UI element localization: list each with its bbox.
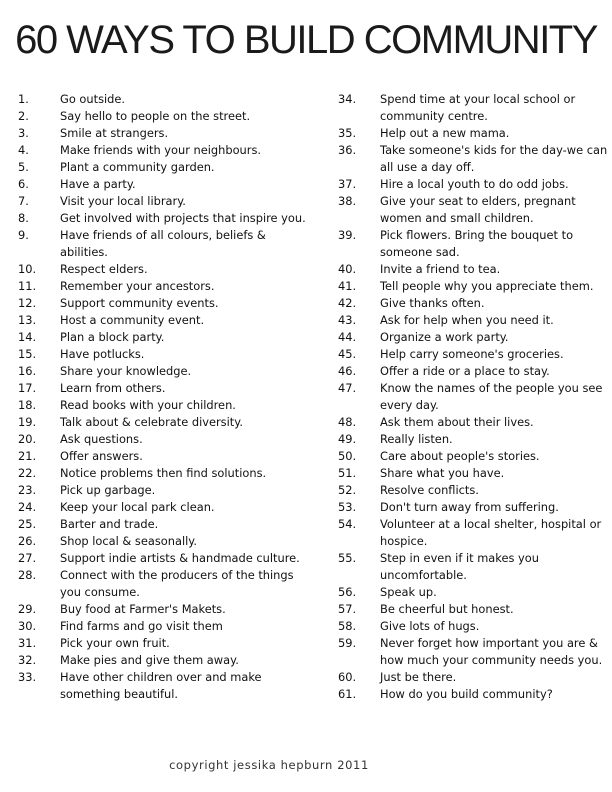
item-text: Plan a block party. <box>60 330 165 344</box>
list-item <box>18 125 308 142</box>
item-number: 19. <box>18 415 37 429</box>
list-item <box>338 499 608 516</box>
list-item <box>18 278 308 295</box>
list-item <box>338 414 608 431</box>
list-item <box>338 176 608 193</box>
item-text: Support community events. <box>60 296 219 310</box>
list-item <box>18 601 308 618</box>
item-number: 8. <box>18 211 29 225</box>
list-item <box>338 295 608 312</box>
item-number: 34. <box>338 92 357 106</box>
item-number: 26. <box>18 534 37 548</box>
item-number: 60. <box>338 670 357 684</box>
list-item <box>18 669 308 703</box>
list-item <box>18 431 308 448</box>
item-text: Have potlucks. <box>60 347 145 361</box>
list-item <box>338 669 608 686</box>
item-number: 3. <box>18 126 29 140</box>
list-item <box>338 380 608 414</box>
item-text: Share your knowledge. <box>60 364 192 378</box>
list-item <box>18 414 308 431</box>
list-item <box>18 550 308 567</box>
item-text: Just be there. <box>380 670 457 684</box>
item-number: 13. <box>18 313 37 327</box>
list-item <box>338 261 608 278</box>
list-item <box>338 312 608 329</box>
list-item <box>18 397 308 414</box>
item-number: 16. <box>18 364 37 378</box>
item-number: 7. <box>18 194 29 208</box>
list-item <box>338 193 608 227</box>
list-item <box>338 91 608 125</box>
item-number: 2. <box>18 109 29 123</box>
list-item <box>338 227 608 261</box>
item-text: Pick up garbage. <box>60 483 156 497</box>
item-number: 37. <box>338 177 357 191</box>
item-text: Make friends with your neighbours. <box>60 143 262 157</box>
item-text: Support indie artists & handmade culture. <box>60 551 300 565</box>
item-number: 31. <box>18 636 37 650</box>
list-item <box>18 193 308 210</box>
item-number: 28. <box>18 568 37 582</box>
item-number: 42. <box>338 296 357 310</box>
item-number: 23. <box>18 483 37 497</box>
list-item <box>18 465 308 482</box>
item-text: Offer a ride or a place to stay. <box>380 364 550 378</box>
list-item <box>18 380 308 397</box>
item-text: Say hello to people on the street. <box>60 109 251 123</box>
item-number: 46. <box>338 364 357 378</box>
item-number: 38. <box>338 194 357 208</box>
item-text: Smile at strangers. <box>60 126 169 140</box>
item-text: Host a community event. <box>60 313 205 327</box>
item-number: 25. <box>18 517 37 531</box>
list-item <box>338 601 608 618</box>
item-number: 1. <box>18 92 29 106</box>
item-text: Invite a friend to tea. <box>380 262 501 276</box>
item-number: 9. <box>18 228 29 242</box>
item-number: 47. <box>338 381 357 395</box>
item-text: Know the names of the people you see every day. <box>380 381 603 412</box>
item-text: Be cheerful but honest. <box>380 602 514 616</box>
item-number: 59. <box>338 636 357 650</box>
item-text: Remember your ancestors. <box>60 279 215 293</box>
item-text: Resolve conflicts. <box>380 483 479 497</box>
list-item <box>338 363 608 380</box>
item-text: Ask questions. <box>60 432 143 446</box>
item-number: 4. <box>18 143 29 157</box>
item-number: 17. <box>18 381 37 395</box>
item-text: Share what you have. <box>380 466 505 480</box>
list-item <box>18 108 308 125</box>
item-text: Connect with the producers of the things you consume. <box>60 568 294 599</box>
list-item <box>338 431 608 448</box>
item-text: Talk about & celebrate diversity. <box>60 415 243 429</box>
item-number: 5. <box>18 160 29 174</box>
item-number: 14. <box>18 330 37 344</box>
item-number: 54. <box>338 517 357 531</box>
list-item <box>338 142 608 176</box>
list-item <box>18 363 308 380</box>
item-text: Give your seat to elders, pregnant women and small children. <box>380 194 576 225</box>
item-text: Take someone's kids for the day-we can all use a day off. <box>380 143 608 174</box>
list-item <box>18 499 308 516</box>
item-number: 21. <box>18 449 37 463</box>
item-text: Hire a local youth to do odd jobs. <box>380 177 569 191</box>
item-number: 53. <box>338 500 357 514</box>
list-item <box>18 261 308 278</box>
list-item <box>18 142 308 159</box>
list-item <box>338 635 608 669</box>
item-text: Ask for help when you need it. <box>380 313 554 327</box>
item-text: Organize a work party. <box>380 330 509 344</box>
item-number: 56. <box>338 585 357 599</box>
item-number: 22. <box>18 466 37 480</box>
item-text: Care about people's stories. <box>380 449 540 463</box>
item-text: Keep your local park clean. <box>60 500 215 514</box>
item-number: 48. <box>338 415 357 429</box>
list-item <box>338 550 608 584</box>
item-number: 15. <box>18 347 37 361</box>
item-number: 50. <box>338 449 357 463</box>
item-number: 11. <box>18 279 37 293</box>
item-number: 6. <box>18 177 29 191</box>
item-text: Give lots of hugs. <box>380 619 480 633</box>
item-number: 24. <box>18 500 37 514</box>
item-number: 36. <box>338 143 357 157</box>
list-item <box>338 125 608 142</box>
item-text: Don't turn away from suffering. <box>380 500 559 514</box>
item-text: Have a party. <box>60 177 136 191</box>
item-text: Read books with your children. <box>60 398 236 412</box>
item-text: Buy food at Farmer's Makets. <box>60 602 226 616</box>
list-item <box>18 346 308 363</box>
list-item <box>18 227 308 261</box>
list-item <box>18 652 308 669</box>
item-number: 40. <box>338 262 357 276</box>
list-item <box>338 584 608 601</box>
item-number: 51. <box>338 466 357 480</box>
item-text: Never forget how important you are & how much your community needs you. <box>380 636 603 667</box>
list-item <box>338 346 608 363</box>
page-title: 60 WAYS TO BUILD COMMUNITY <box>15 18 597 62</box>
item-number: 52. <box>338 483 357 497</box>
list-item <box>338 482 608 499</box>
list-item <box>18 448 308 465</box>
item-text: Learn from others. <box>60 381 166 395</box>
item-text: Really listen. <box>380 432 453 446</box>
list-item <box>18 91 308 108</box>
item-text: Visit your local library. <box>60 194 186 208</box>
item-number: 10. <box>18 262 37 276</box>
list-item <box>18 210 308 227</box>
item-text: Make pies and give them away. <box>60 653 239 667</box>
item-text: Help carry someone's groceries. <box>380 347 564 361</box>
item-number: 49. <box>338 432 357 446</box>
item-text: Get involved with projects that inspire you. <box>60 211 306 225</box>
list-item <box>18 567 308 601</box>
item-number: 55. <box>338 551 357 565</box>
list-item <box>18 482 308 499</box>
item-number: 35. <box>338 126 357 140</box>
item-text: Respect elders. <box>60 262 148 276</box>
list-item <box>338 278 608 295</box>
list-item <box>18 635 308 652</box>
item-number: 43. <box>338 313 357 327</box>
item-text: Offer answers. <box>60 449 143 463</box>
list-item <box>18 295 308 312</box>
item-text: Pick flowers. Bring the bouquet to someone sad. <box>380 228 574 259</box>
item-text: Plant a community garden. <box>60 160 215 174</box>
list-left-column <box>18 91 308 703</box>
list-item <box>338 465 608 482</box>
item-number: 44. <box>338 330 357 344</box>
item-text: Ask them about their lives. <box>380 415 534 429</box>
item-number: 41. <box>338 279 357 293</box>
list-item <box>338 686 608 703</box>
list-item <box>18 533 308 550</box>
item-number: 61. <box>338 687 357 701</box>
item-text: Barter and trade. <box>60 517 159 531</box>
item-number: 39. <box>338 228 357 242</box>
list-item <box>18 159 308 176</box>
item-text: Step in even if it makes you uncomfortable. <box>380 551 539 582</box>
list-item <box>18 516 308 533</box>
item-text: Notice problems then find solutions. <box>60 466 267 480</box>
item-number: 33. <box>18 670 37 684</box>
item-text: Speak up. <box>380 585 437 599</box>
copyright-footer: copyright jessika hepburn 2011 <box>169 758 369 772</box>
item-text: Go outside. <box>60 92 126 106</box>
item-number: 32. <box>18 653 37 667</box>
item-text: Tell people why you appreciate them. <box>380 279 594 293</box>
item-number: 30. <box>18 619 37 633</box>
item-number: 27. <box>18 551 37 565</box>
list-item <box>338 448 608 465</box>
item-number: 58. <box>338 619 357 633</box>
item-number: 12. <box>18 296 37 310</box>
item-text: Help out a new mama. <box>380 126 510 140</box>
list-item <box>18 176 308 193</box>
list-item <box>338 329 608 346</box>
item-number: 20. <box>18 432 37 446</box>
item-text: Give thanks often. <box>380 296 485 310</box>
list-item <box>18 329 308 346</box>
list-item <box>18 312 308 329</box>
list-item <box>338 618 608 635</box>
list-item <box>18 618 308 635</box>
item-text: Volunteer at a local shelter, hospital or hospice. <box>380 517 602 548</box>
item-text: Shop local & seasonally. <box>60 534 198 548</box>
item-number: 45. <box>338 347 357 361</box>
item-text: Have other children over and make something beautiful. <box>60 670 262 701</box>
list-item <box>338 516 608 550</box>
item-text: Find farms and go visit them <box>60 619 223 633</box>
list-right-column <box>338 91 608 703</box>
item-text: Have friends of all colours, beliefs & abilities. <box>60 228 266 259</box>
item-text: Spend time at your local school or community centre. <box>380 92 576 123</box>
item-text: How do you build community? <box>380 687 553 701</box>
item-text: Pick your own fruit. <box>60 636 170 650</box>
item-number: 29. <box>18 602 37 616</box>
item-number: 18. <box>18 398 37 412</box>
item-number: 57. <box>338 602 357 616</box>
